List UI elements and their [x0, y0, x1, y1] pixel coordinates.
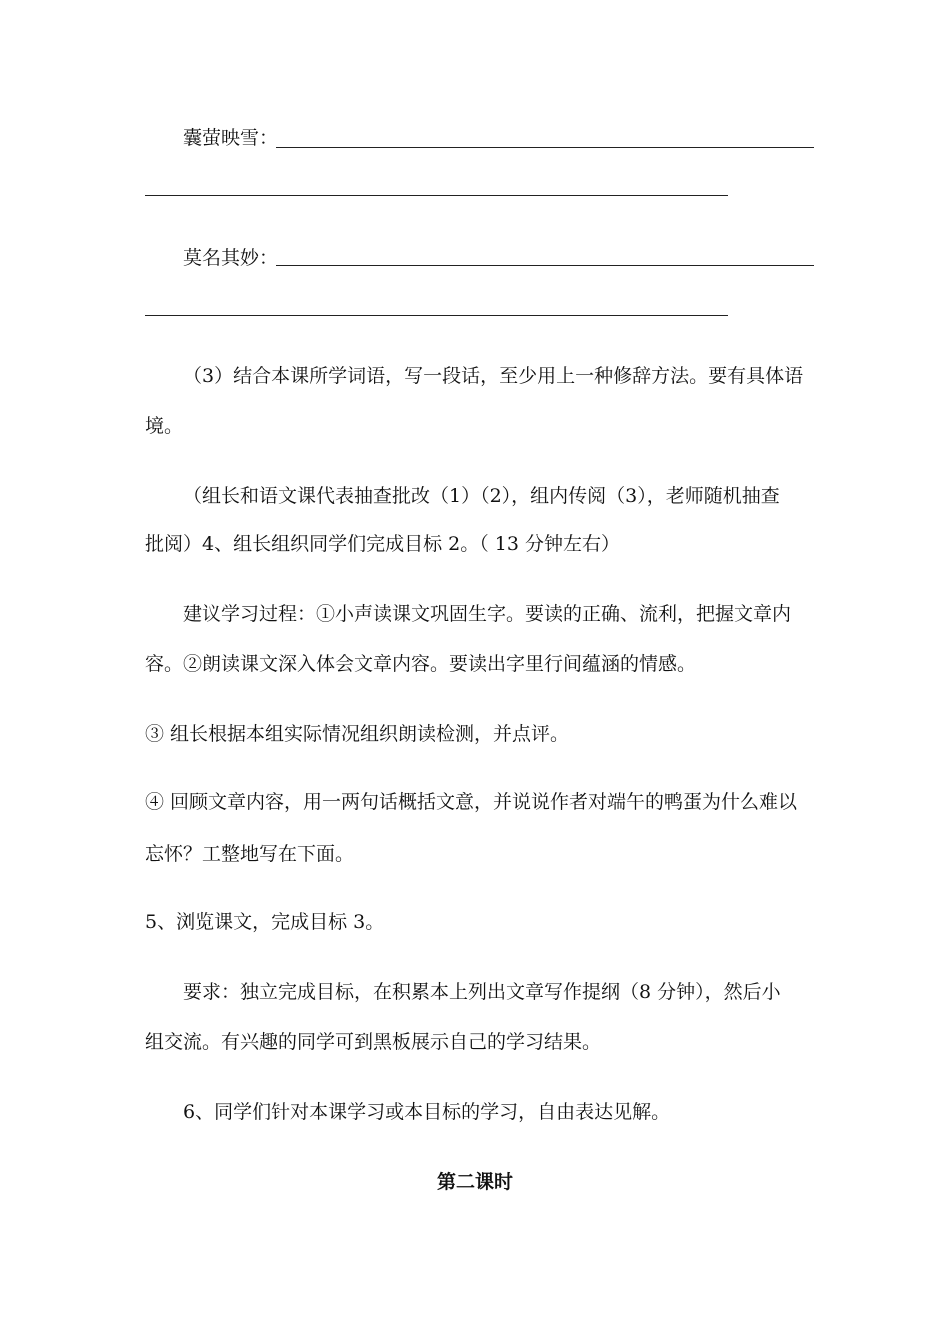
step-5-title: 5、浏览课文，完成目标 3。 — [145, 911, 385, 933]
step-5-requirement-line-2: 组交流。有兴趣的同学可到黑板展示自己的学习结果。 — [145, 1031, 602, 1053]
idiom-label-1: 囊萤映雪： — [183, 127, 279, 149]
step-item-4-line-2: 忘怀？工整地写在下面。 — [145, 843, 355, 865]
suggest-process-line-2: 容。②朗读课文深入体会文章内容。要读出字里行间蕴涵的情感。 — [145, 653, 697, 675]
answer-blank-1a[interactable] — [276, 147, 814, 148]
suggest-process-line-1: 建议学习过程：①小声读课文巩固生字。要读的正确、流利，把握文章内 — [183, 603, 792, 625]
step-item-4-line-1: ④ 回顾文章内容，用一两句话概括文意，并说说作者对端午的鸭蛋为什么难以 — [145, 791, 798, 813]
step-6-text: 6、同学们针对本课学习或本目标的学习，自由表达见解。 — [183, 1101, 671, 1123]
answer-blank-2b[interactable] — [145, 315, 728, 316]
section-heading: 第二课时 — [436, 1171, 513, 1193]
answer-blank-1b[interactable] — [145, 195, 728, 196]
question-3-line-1: （3）结合本课所学词语，写一段话，至少用上一种修辞方法。要有具体语 — [183, 365, 804, 387]
step-item-3: ③ 组长根据本组实际情况组织朗读检测，并点评。 — [145, 723, 570, 745]
step-5-requirement-line-1: 要求：独立完成目标，在积累本上列出文章写作提纲（8 分钟），然后小 — [183, 981, 781, 1003]
answer-blank-2a[interactable] — [276, 265, 814, 266]
check-note-line-1: （组长和语文课代表抽查批改（1）（2），组内传阅（3），老师随机抽查 — [183, 485, 780, 507]
idiom-label-2: 莫名其妙： — [183, 247, 279, 269]
question-3-line-2: 境。 — [145, 415, 184, 437]
check-note-line-2: 批阅）4、组长组织同学们完成目标 2。（ 13 分钟左右） — [145, 533, 620, 555]
